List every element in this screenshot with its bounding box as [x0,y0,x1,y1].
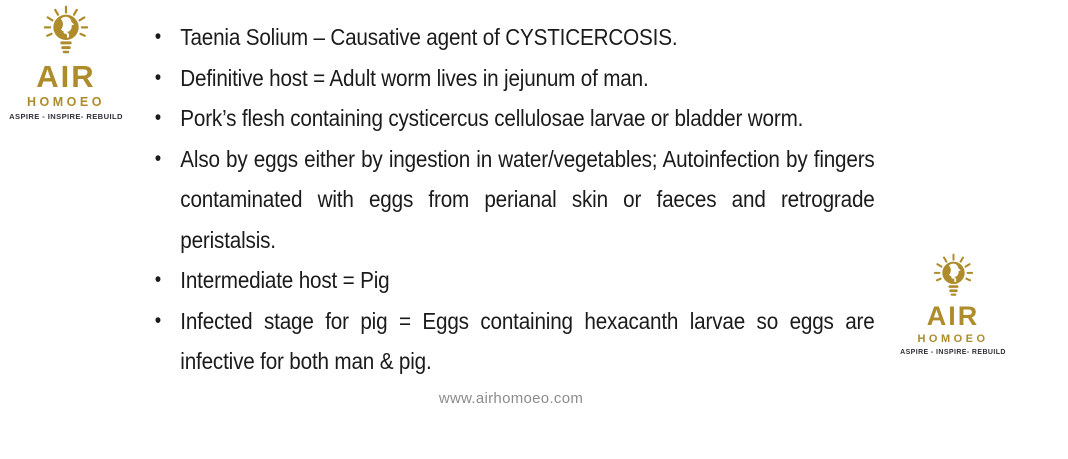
logo-tagline: ASPIRE - INSPIRE- REBUILD [9,111,123,121]
bullet-marker-icon: • [154,268,162,291]
bullet-marker-icon: • [154,106,162,129]
bullet-text: Infected stage for pig = Eggs containing hexacanth larvae so eggs are infective for both man & pig. [180,307,875,374]
logo-tagline: ASPIRE - INSPIRE- REBUILD [900,349,1006,356]
bullet-marker-icon: • [154,25,162,48]
bullet-item [153,98,875,139]
logo-right [900,252,1006,356]
bullet-marker-icon: • [154,146,162,170]
bullet-item [153,17,875,58]
bullet-text: Intermediate host = Pig [180,267,390,293]
bullet-text: Taenia Solium – Causative agent of CYSTICERCOSIS. [180,24,678,50]
logo-subtitle: HOMOEO [27,95,105,109]
bullet-item [153,260,875,301]
bullet-marker-icon: • [154,65,162,89]
bullet-text: Also by eggs either by ingestion in water/vegetables; Autoinfection by fingers contaminated with eggs from perianal skin or faeces and retrograde peristalsis. [180,145,875,253]
bullet-text: Definitive host = Adult worm lives in jejunum of man. [180,64,649,91]
bullet-text: Pork’s flesh containing cysticercus cellulosae larvae or bladder worm. [180,105,804,131]
logo-subtitle: HOMOEO [917,333,989,345]
logo-wordmark: AIR [36,59,96,94]
bullet-item [153,301,875,382]
bullet-item [153,58,875,99]
logo-wordmark: AIR [926,301,980,331]
website-url: www.airhomoeo.com [438,390,584,407]
logo-top-left [6,4,126,120]
bullet-list [153,17,875,382]
lightbulb-idea-icon [927,252,980,302]
bullet-marker-icon: • [154,308,162,332]
bullet-item [153,139,875,261]
lightbulb-idea-icon [36,4,96,60]
